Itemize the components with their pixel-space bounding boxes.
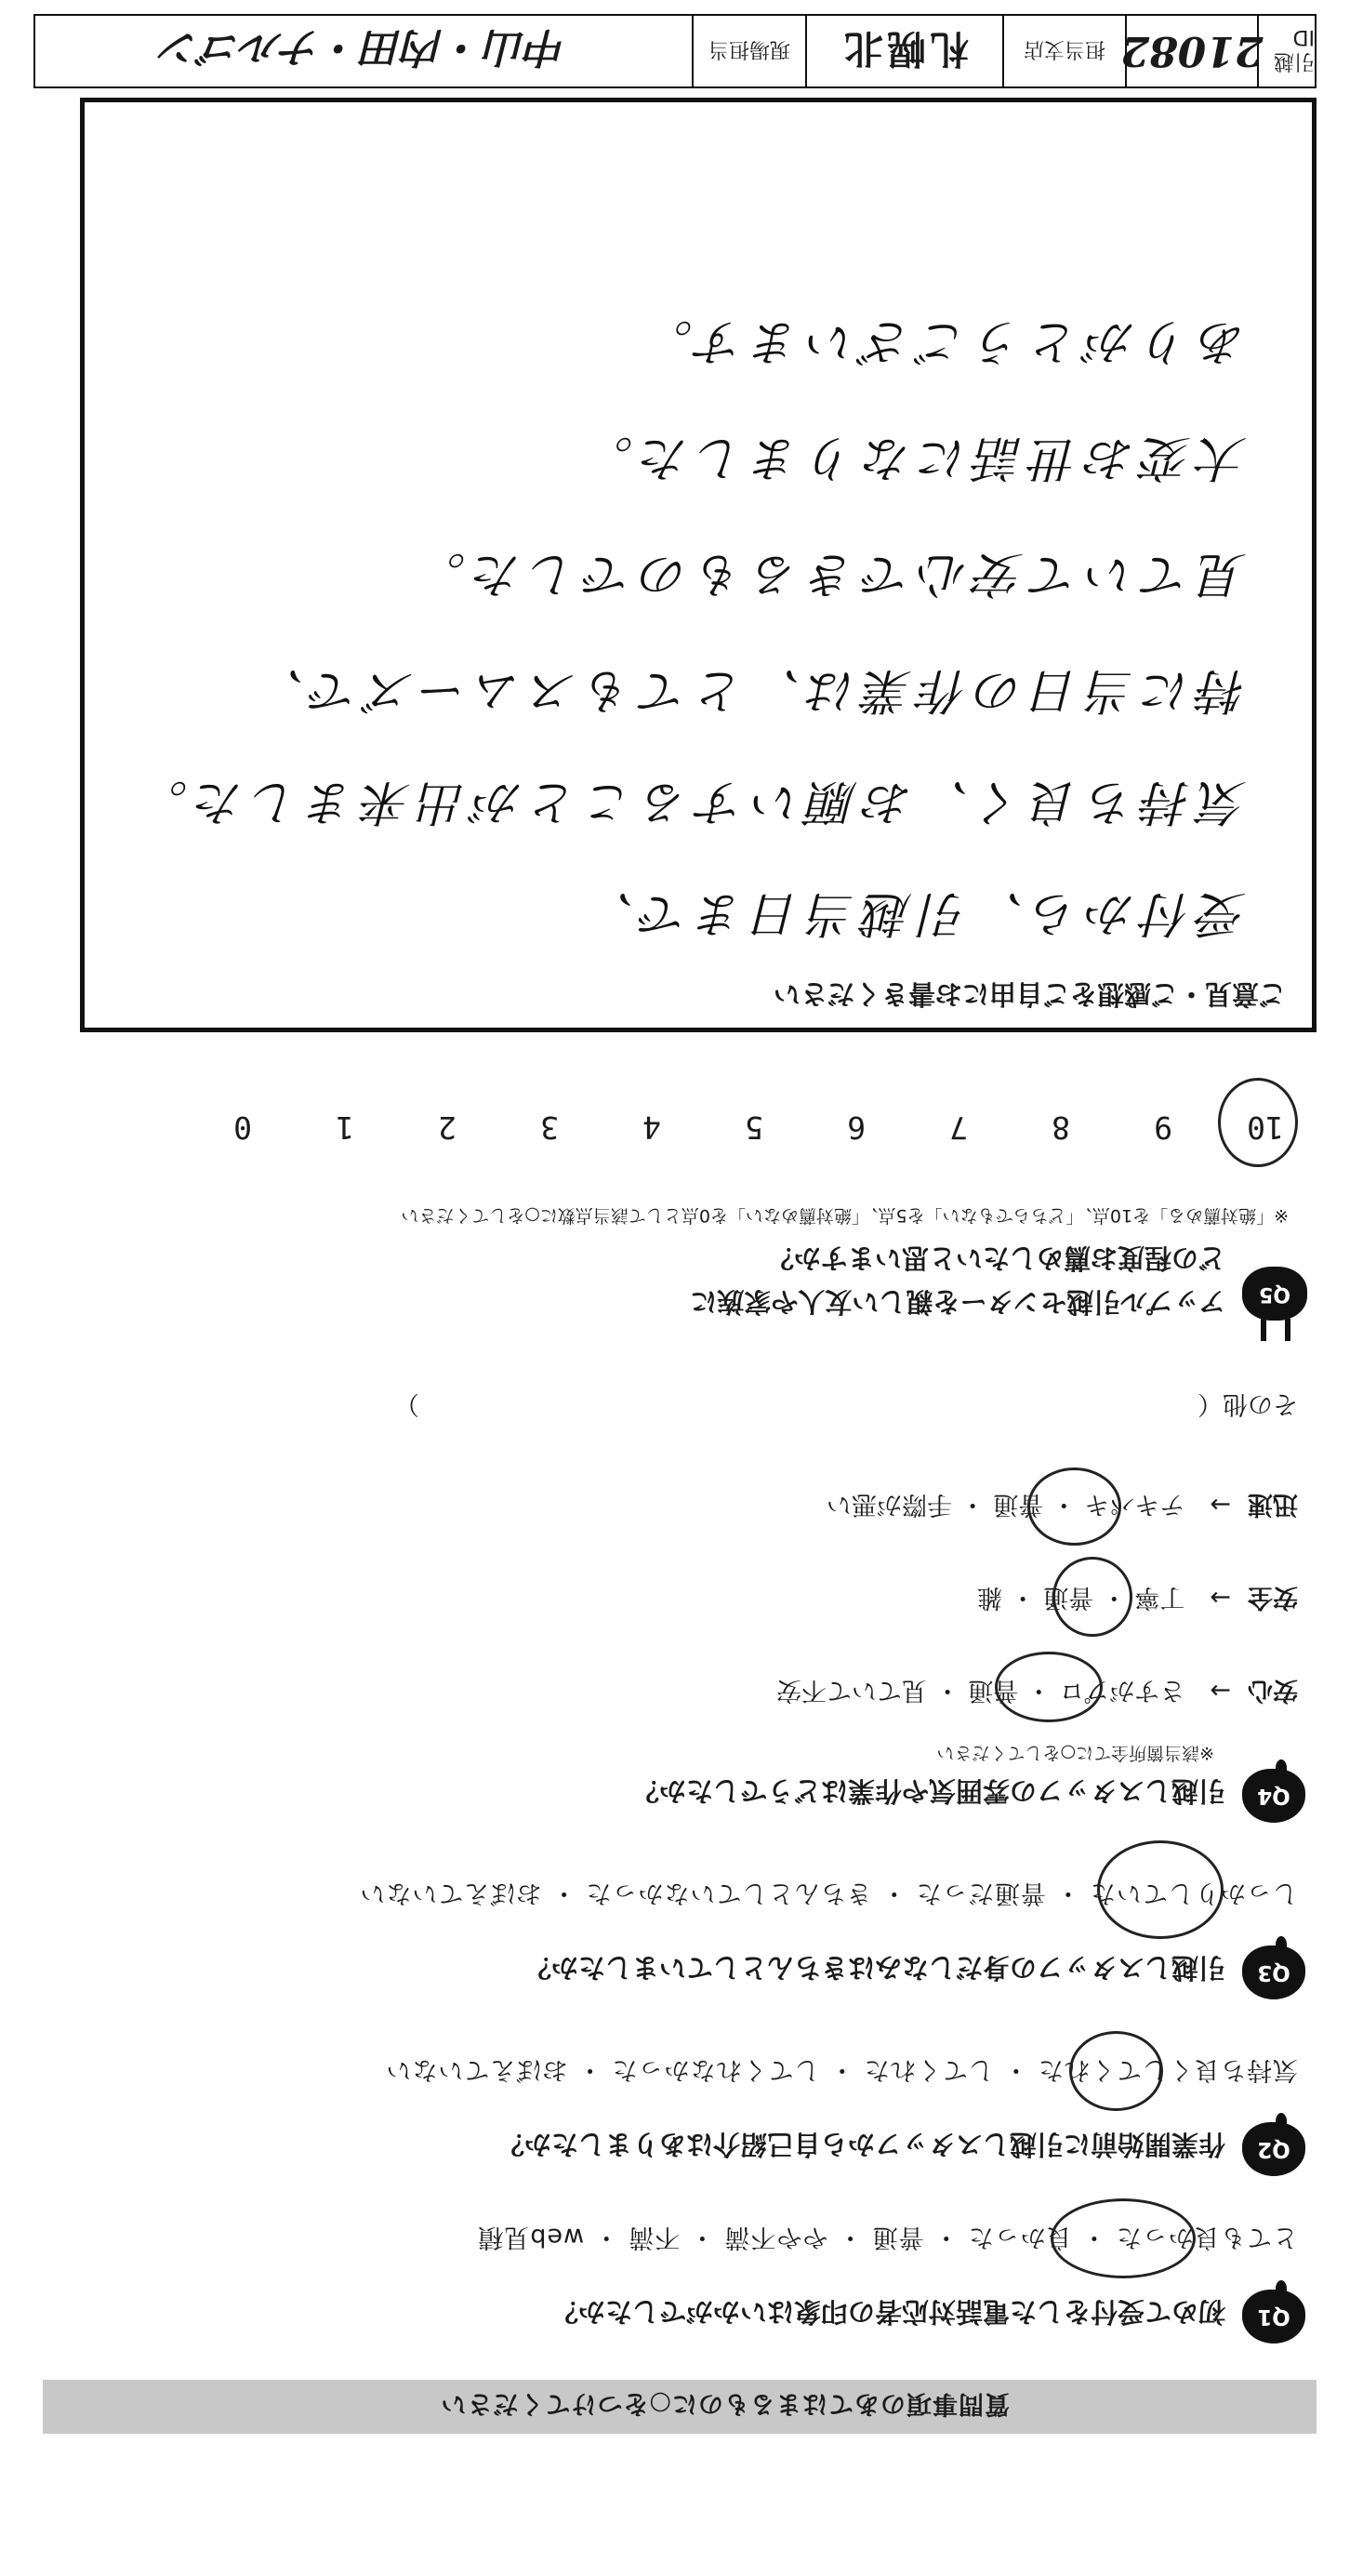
- q5-note: ※「絶対薦める」を10点、「どちらでもない」を5点、「絶対薦めない」を0点として該当点数に○をしてください: [401, 1205, 1289, 1226]
- q4-badge-icon: Q4: [1242, 1769, 1305, 1823]
- id-label: 引越ID: [1273, 25, 1315, 73]
- q3-badge-icon: Q3: [1242, 1945, 1305, 1999]
- id-value: 21082: [1127, 16, 1259, 86]
- score-option: 1: [336, 1109, 354, 1146]
- q1-question: 初めて受付をした電話対応者の印象はいかがでしたか？: [550, 2296, 1225, 2328]
- handwritten-line: 見ていて安心できるものでした。: [409, 546, 1247, 602]
- branch-value: 札幌北: [807, 16, 1004, 86]
- q1-badge-icon: Q1: [1242, 2290, 1305, 2344]
- score-option: 6: [847, 1109, 866, 1146]
- q3-options: しっかりしていた ・ 普通だった ・ きちんとしていなかった ・ おぼえていない: [359, 1879, 1298, 1907]
- id-table: [33, 14, 1317, 88]
- handwritten-line: 気持ち良く、お願いすることが出来ました。: [132, 774, 1247, 830]
- score-option: 4: [642, 1109, 661, 1146]
- handwritten-line: ありがとうございます。: [637, 313, 1247, 369]
- q4-row-speed: 迅速→ テキパキ ・ 普通 ・ 手際が悪い: [827, 1490, 1298, 1519]
- answer-circle-mark: [1051, 2198, 1196, 2278]
- comments-box: [80, 98, 1317, 1032]
- score-option: 9: [1154, 1109, 1172, 1146]
- q4-question: 引越しスタッフの雰囲気や作業はどうでしたか？: [631, 1775, 1225, 1807]
- q5-question-line2: どの程度お薦めしたいと思いますか？: [766, 1242, 1225, 1274]
- score-option: 5: [745, 1109, 763, 1146]
- q2-options: 気持ち良くしてくれた ・ してくれた ・ してくれなかった ・ おぼえていない: [385, 2055, 1298, 2084]
- handwritten-line: 大変お世話になりました。: [576, 430, 1247, 485]
- lead-value: 中山・内田・ナルゴン: [35, 16, 694, 86]
- q4-row-relief: 安心→ さすがプロ ・ 普通 ・ 見ていて不安: [776, 1676, 1298, 1705]
- instruction-text: 質問事項のあてはまるものに○をつけてください: [440, 2389, 1010, 2418]
- q4-note: ※該当箇所全てに○をしてください: [936, 1743, 1214, 1763]
- score-option: 7: [949, 1109, 968, 1146]
- q5-question-line1: アップル引越センターを親しい友人や家族に: [690, 1286, 1225, 1318]
- branch-label: 担当支店: [1004, 16, 1127, 86]
- q3-question: 引越しスタッフの身だしなみはきちんとしていましたか？: [523, 1952, 1225, 1984]
- q5-score-scale: [192, 1109, 1317, 1146]
- score-option: 3: [540, 1109, 559, 1146]
- answer-circle-mark: [1052, 1557, 1132, 1637]
- q5-mascot-icon: Q5: [1242, 1267, 1307, 1321]
- q1-options: とても良かった ・ 良かった ・ 普通 ・ やや不満 ・ 不満 ・ web見積: [477, 2223, 1298, 2251]
- lead-label: 現場担当: [694, 16, 807, 86]
- answer-circle-mark: [1069, 2031, 1163, 2111]
- comments-title: ご意見・ご感想をご自由にお書きください: [773, 978, 1286, 1010]
- instruction-band: [43, 2380, 1317, 2434]
- score-option: 2: [438, 1109, 457, 1146]
- score-option: 10: [1247, 1109, 1284, 1146]
- q4-other: その他（ ）: [394, 1389, 1298, 1418]
- answer-circle-mark: [1097, 1840, 1224, 1939]
- answer-circle-mark: [1027, 1467, 1121, 1546]
- handwritten-line: 受付から、引越当日まで、: [578, 885, 1247, 941]
- q2-badge-icon: Q2: [1242, 2122, 1305, 2176]
- answer-circle-mark: [1218, 1078, 1298, 1167]
- answer-circle-mark: [995, 1652, 1103, 1722]
- score-option: 8: [1052, 1109, 1070, 1146]
- q2-question: 作業開始前に引越しスタッフから自己紹介はありましたか？: [496, 2129, 1225, 2160]
- score-option: 0: [233, 1109, 252, 1146]
- handwritten-line: 特に当日の作業は、とてもスムーズで、: [248, 662, 1247, 718]
- q4-row-safety: 安全→ 丁寧 ・ 普通 ・ 雑: [977, 1583, 1298, 1612]
